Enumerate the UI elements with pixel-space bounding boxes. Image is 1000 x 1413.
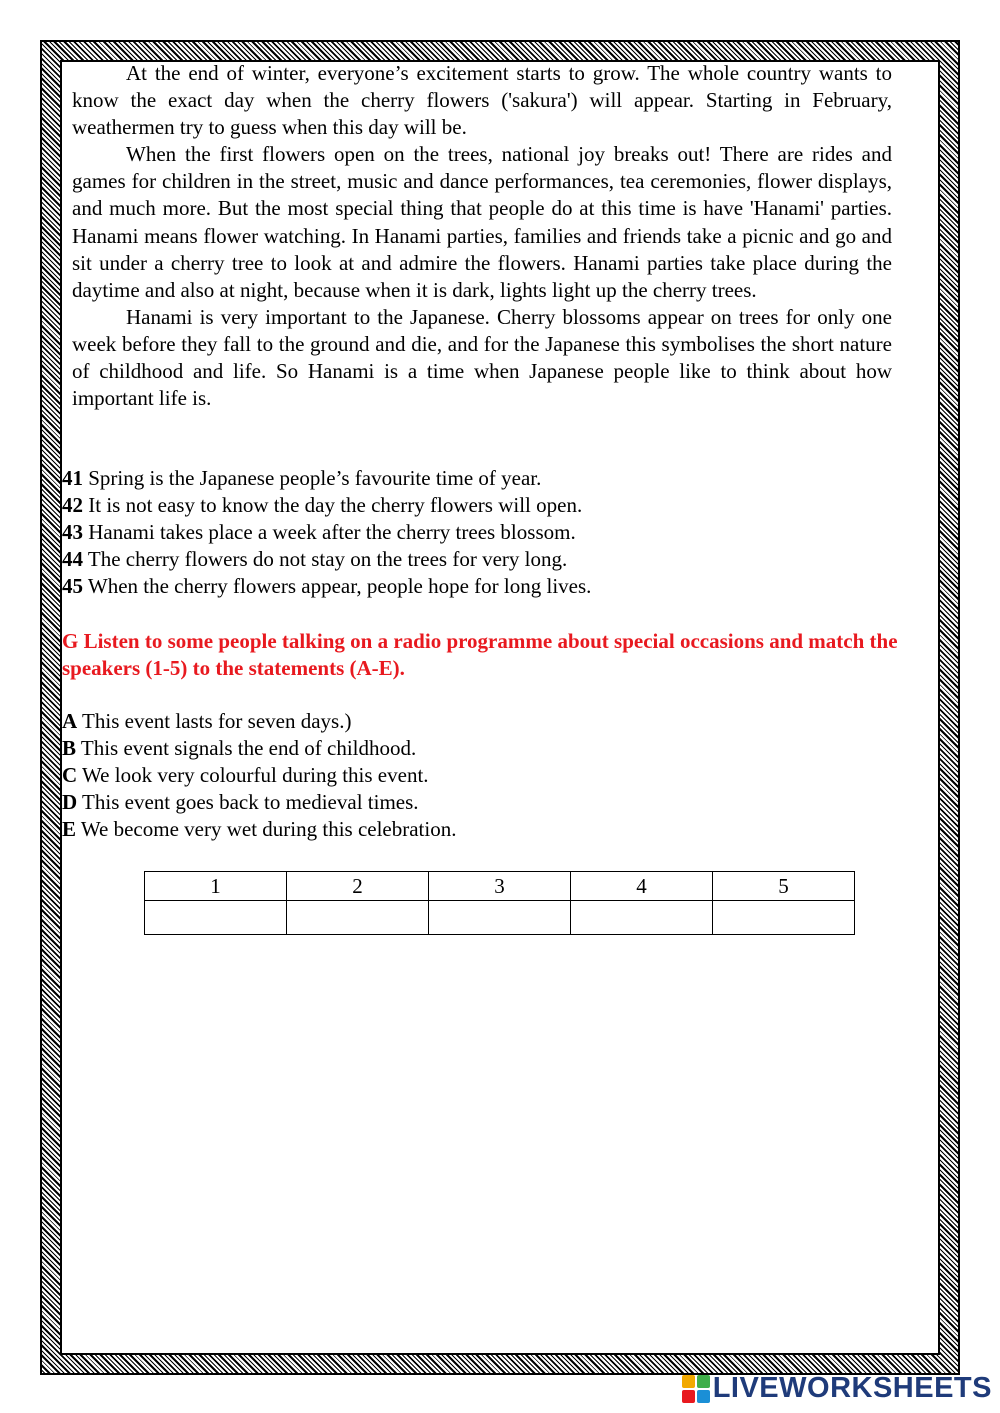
passage-paragraph-2: When the first flowers open on the trees, national joy breaks out! There are rides and games for children in the street, music and dance performances, tea ceremonies, flower displays, and much more. But the most special thing that people do at this time is have 'Hanami' parties. Hanami means flower watching. In Hanami parties, families and friends take a picnic and go and sit under a cherry tree to look at and admire the flowers. Hanami parties take place during the daytime and also at night, because when it is dark, lights light up the cherry trees. bbox=[72, 142, 892, 302]
liveworksheets-footer bbox=[682, 1372, 992, 1405]
speaker-number-cell: 5 bbox=[713, 872, 855, 901]
passage-paragraph-3: Hanami is very important to the Japanese. Cherry blossoms appear on trees for only one week before they fall to the ground and die, and for the Japanese this symbolises the short nature of childhood and life. So Hanami is a time when Japanese people like to think about how important life is. bbox=[72, 304, 892, 411]
answer-input-cell-2[interactable] bbox=[287, 901, 429, 935]
statement-text: The cherry flowers do not stay on the trees for very long. bbox=[83, 547, 568, 572]
option-item bbox=[62, 762, 902, 789]
answer-input-cell-1[interactable] bbox=[145, 901, 287, 935]
option-letter: A bbox=[62, 709, 78, 733]
option-text: This event lasts for seven days.) bbox=[77, 709, 352, 733]
speaker-number-cell: 3 bbox=[429, 872, 571, 901]
statement-item bbox=[62, 546, 902, 573]
statement-item bbox=[62, 573, 902, 600]
statement-item bbox=[62, 492, 902, 519]
statement-text: When the cherry flowers appear, people hope for long lives. bbox=[83, 574, 592, 599]
brand-name: LIVEWORKSHEETS bbox=[712, 1372, 992, 1404]
statement-text: It is not easy to know the day the cherry flowers will open. bbox=[83, 493, 583, 518]
statement-item bbox=[62, 519, 902, 546]
statement-number: 45 bbox=[62, 574, 83, 599]
option-text: We look very colourful during this event. bbox=[77, 763, 429, 788]
option-item bbox=[62, 816, 902, 843]
section-g-instruction: G Listen to some people talking on a radio programme about special occasions and match the speakers (1-5) to the statements (A-E). bbox=[62, 629, 898, 681]
option-letter: E bbox=[62, 817, 77, 842]
speaker-number-cell: 4 bbox=[571, 872, 713, 901]
liveworksheets-logo-icon bbox=[682, 1375, 710, 1403]
option-item bbox=[62, 735, 902, 762]
statement-number: 42 bbox=[62, 493, 83, 518]
passage-paragraph-1: At the end of winter, everyone’s excitement starts to grow. The whole country wants to know the exact day when the cherry flowers ('sakura') will appear. Starting in February, weathermen try to guess when this day will be. bbox=[72, 61, 892, 140]
statement-text: Spring is the Japanese people’s favourite time of year. bbox=[83, 466, 542, 490]
answer-input-cell-4[interactable] bbox=[571, 901, 713, 935]
statement-item bbox=[62, 465, 902, 492]
option-item bbox=[62, 708, 902, 735]
answer-input-cell-5[interactable] bbox=[713, 901, 855, 935]
option-item bbox=[62, 789, 902, 816]
option-letter: D bbox=[62, 790, 78, 815]
reading-passage bbox=[72, 60, 892, 412]
answer-table-header-row bbox=[145, 872, 855, 901]
option-text: This event goes back to medieval times. bbox=[77, 790, 419, 815]
answer-table bbox=[144, 871, 855, 935]
option-list bbox=[62, 708, 902, 843]
answer-table-input-row bbox=[145, 901, 855, 935]
option-text: This event signals the end of childhood. bbox=[76, 736, 417, 761]
statement-number: 41 bbox=[62, 466, 83, 490]
speaker-number-cell: 2 bbox=[287, 872, 429, 901]
option-text: We become very wet during this celebration. bbox=[76, 817, 457, 842]
option-letter: B bbox=[62, 736, 77, 761]
statement-number: 43 bbox=[62, 520, 83, 545]
speaker-number-cell: 1 bbox=[145, 872, 287, 901]
statement-number: 44 bbox=[62, 547, 83, 572]
answer-input-cell-3[interactable] bbox=[429, 901, 571, 935]
statement-text: Hanami takes place a week after the cherry trees blossom. bbox=[83, 520, 576, 545]
option-letter: C bbox=[62, 763, 78, 788]
statement-list bbox=[62, 465, 902, 600]
